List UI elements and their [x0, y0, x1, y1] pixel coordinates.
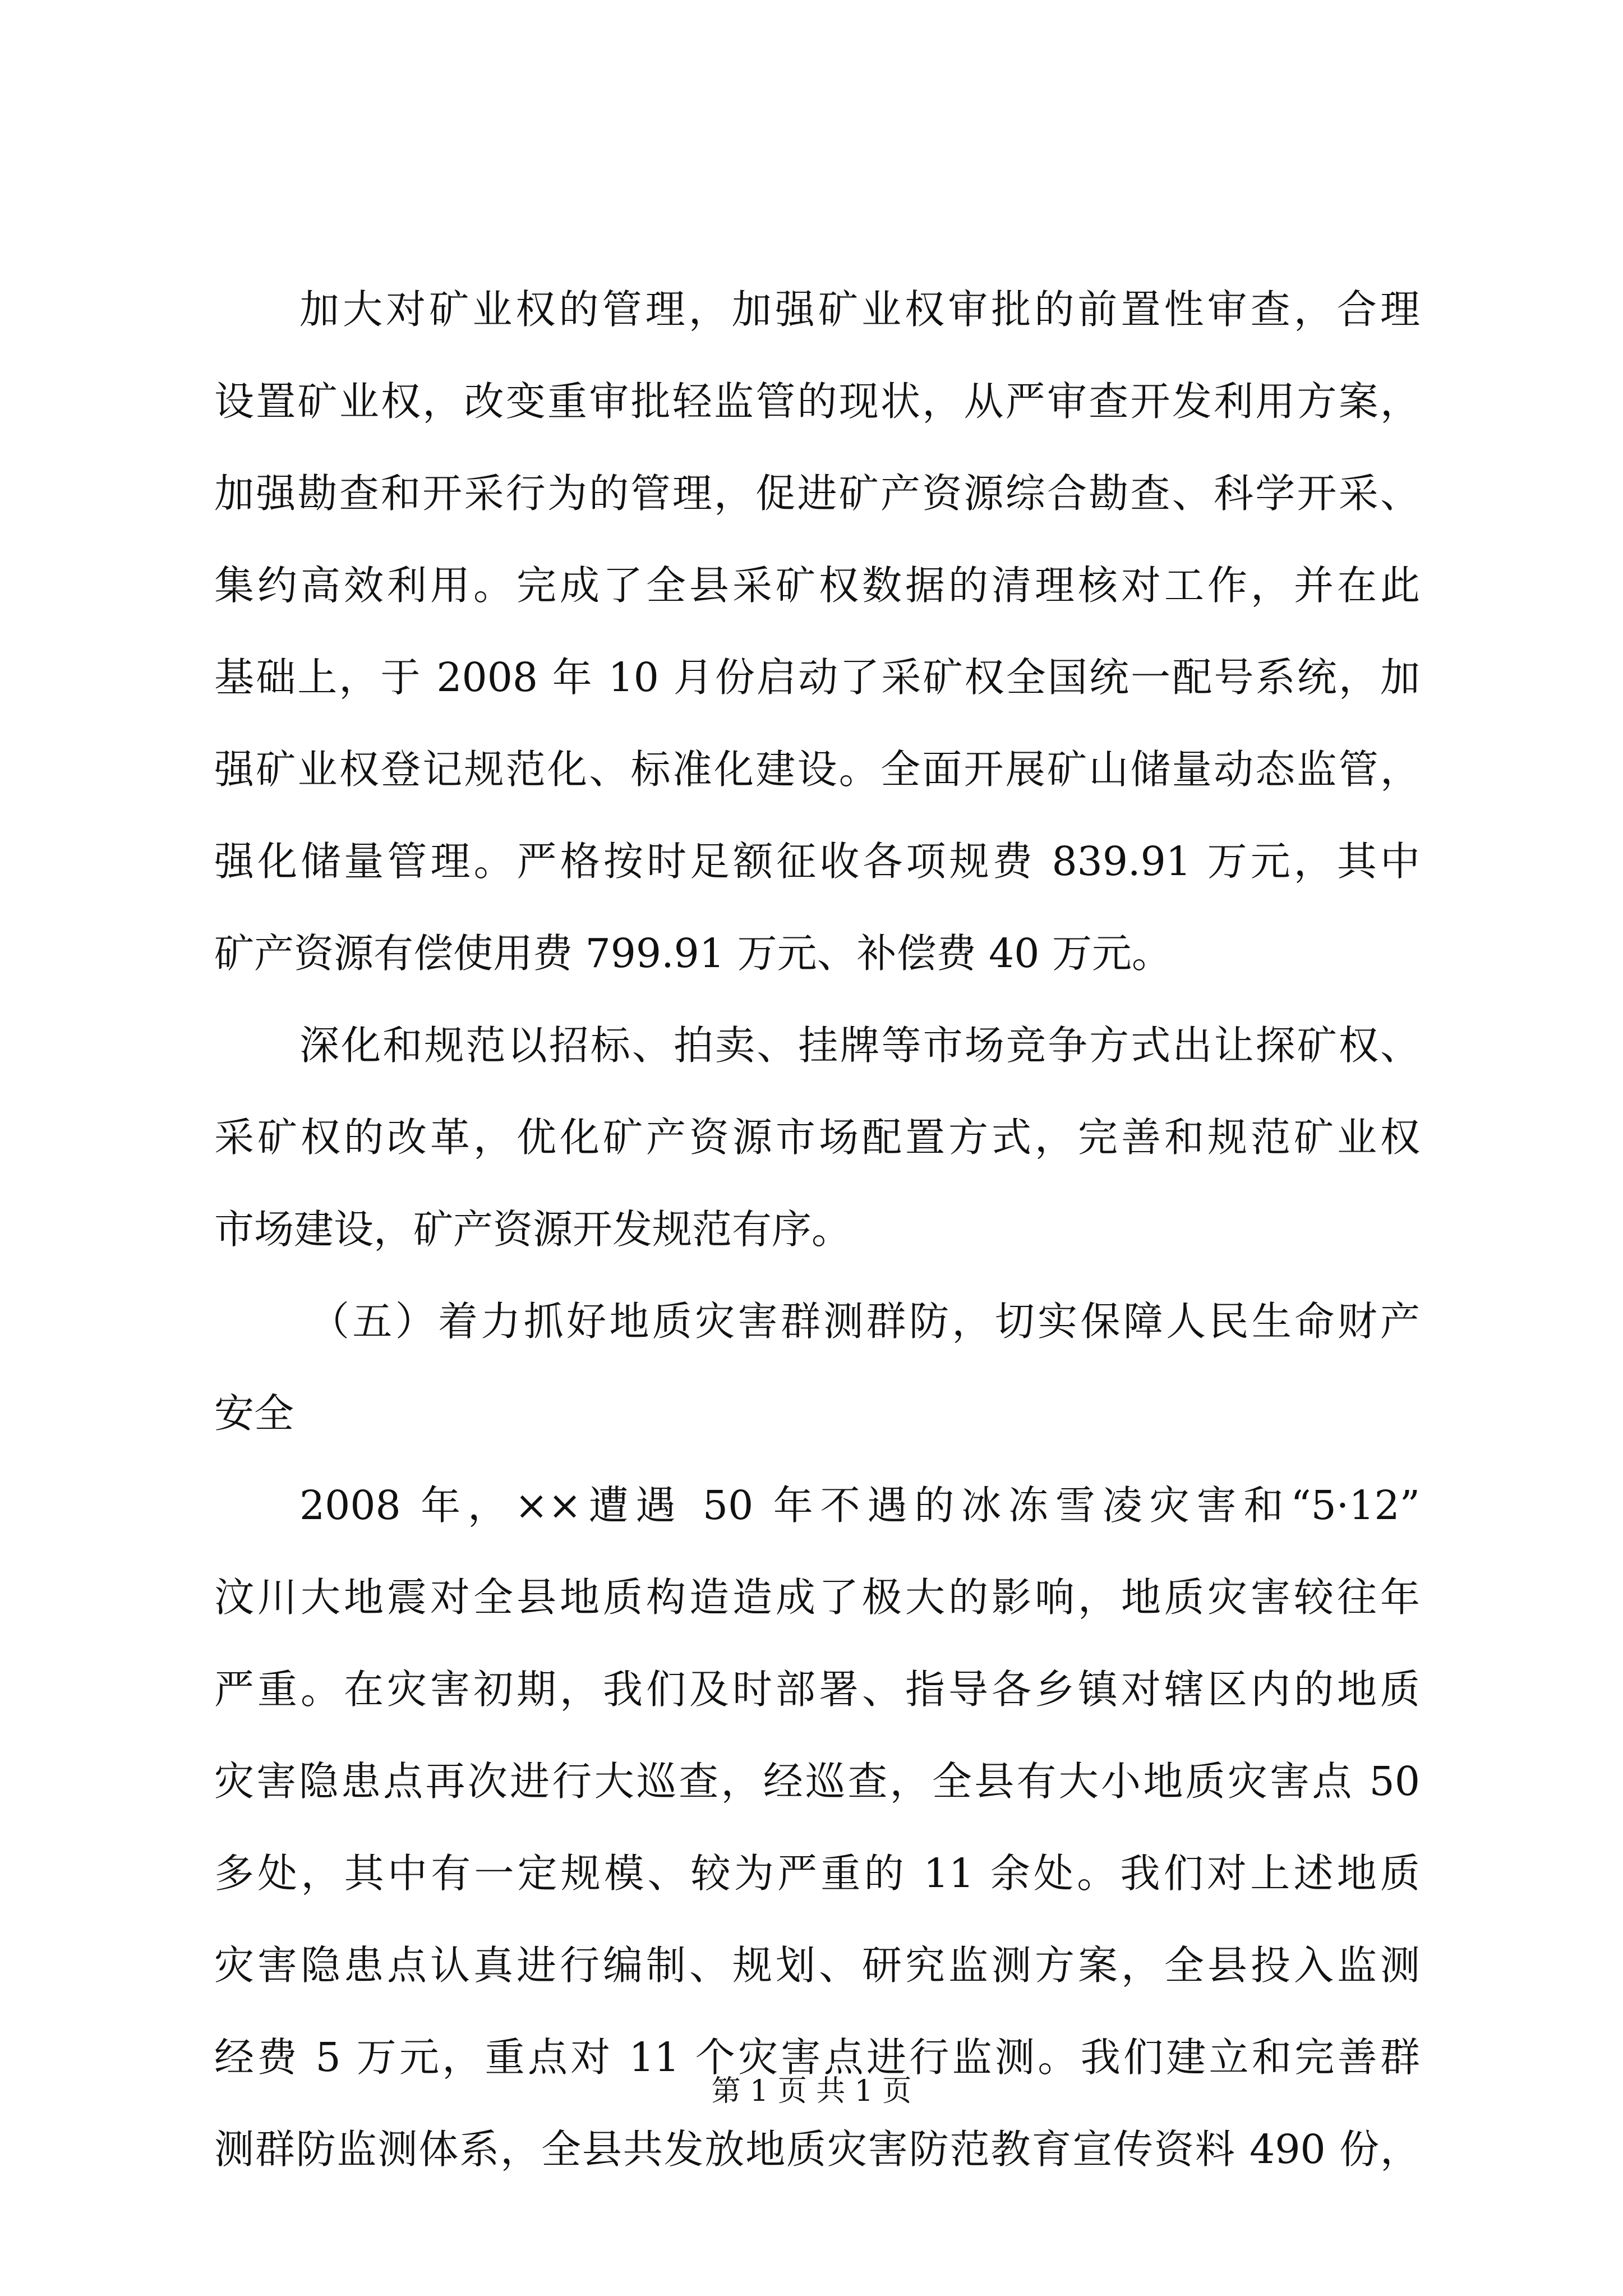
text-line: 严重。在灾害初期，我们及时部署、指导各乡镇对辖区内的地质 [214, 1666, 1420, 1713]
text-line: 强化储量管理。严格按时足额征收各项规费 839.91 万元，其中 [214, 838, 1420, 885]
text-line: 采矿权的改革，优化矿产资源市场配置方式，完善和规范矿业权 [214, 1114, 1420, 1161]
text-line: 经费 5 万元，重点对 11 个灾害点进行监测。我们建立和完善群 [214, 2034, 1420, 2081]
text-line: 矿产资源有偿使用费 799.91 万元、补偿费 40 万元。 [214, 930, 1172, 977]
text-line: 2008 年，××遭遇 50 年不遇的冰冻雪凌灾害和“5·12” [299, 1482, 1420, 1529]
page-footer: 第 1 页 共 1 页 [711, 2074, 912, 2108]
document-body [214, 264, 1420, 2196]
section-heading-continuation: 安全 [214, 1390, 294, 1437]
text-line: 集约高效利用。完成了全县采矿权数据的清理核对工作，并在此 [214, 562, 1420, 609]
text-line: 加大对矿业权的管理，加强矿业权审批的前置性审查，合理 [299, 286, 1420, 333]
text-line: 市场建设，矿产资源开发规范有序。 [214, 1206, 852, 1253]
text-line: 灾害隐患点再次进行大巡查，经巡查，全县有大小地质灾害点 50 [214, 1758, 1420, 1805]
section-heading: （五）着力抓好地质灾害群测群防，切实保障人民生命财产 [310, 1298, 1420, 1345]
text-line: 加强勘查和开采行为的管理，促进矿产资源综合勘查、科学开采、 [214, 470, 1420, 517]
text-line: 多处，其中有一定规模、较为严重的 11 余处。我们对上述地质 [214, 1850, 1420, 1897]
text-line: 强矿业权登记规范化、标准化建设。全面开展矿山储量动态监管， [214, 746, 1420, 793]
text-line: 灾害隐患点认真进行编制、规划、研究监测方案，全县投入监测 [214, 1942, 1420, 1989]
text-line: 测群防监测体系，全县共发放地质灾害防范教育宣传资料 490 份， [214, 2126, 1420, 2173]
text-line: 设置矿业权，改变重审批轻监管的现状，从严审查开发利用方案， [214, 378, 1420, 425]
text-line: 汶川大地震对全县地质构造造成了极大的影响，地质灾害较往年 [214, 1574, 1420, 1621]
text-line: 基础上，于 2008 年 10 月份启动了采矿权全国统一配号系统，加 [214, 654, 1420, 701]
text-line: 深化和规范以招标、拍卖、挂牌等市场竞争方式出让探矿权、 [299, 1022, 1420, 1069]
